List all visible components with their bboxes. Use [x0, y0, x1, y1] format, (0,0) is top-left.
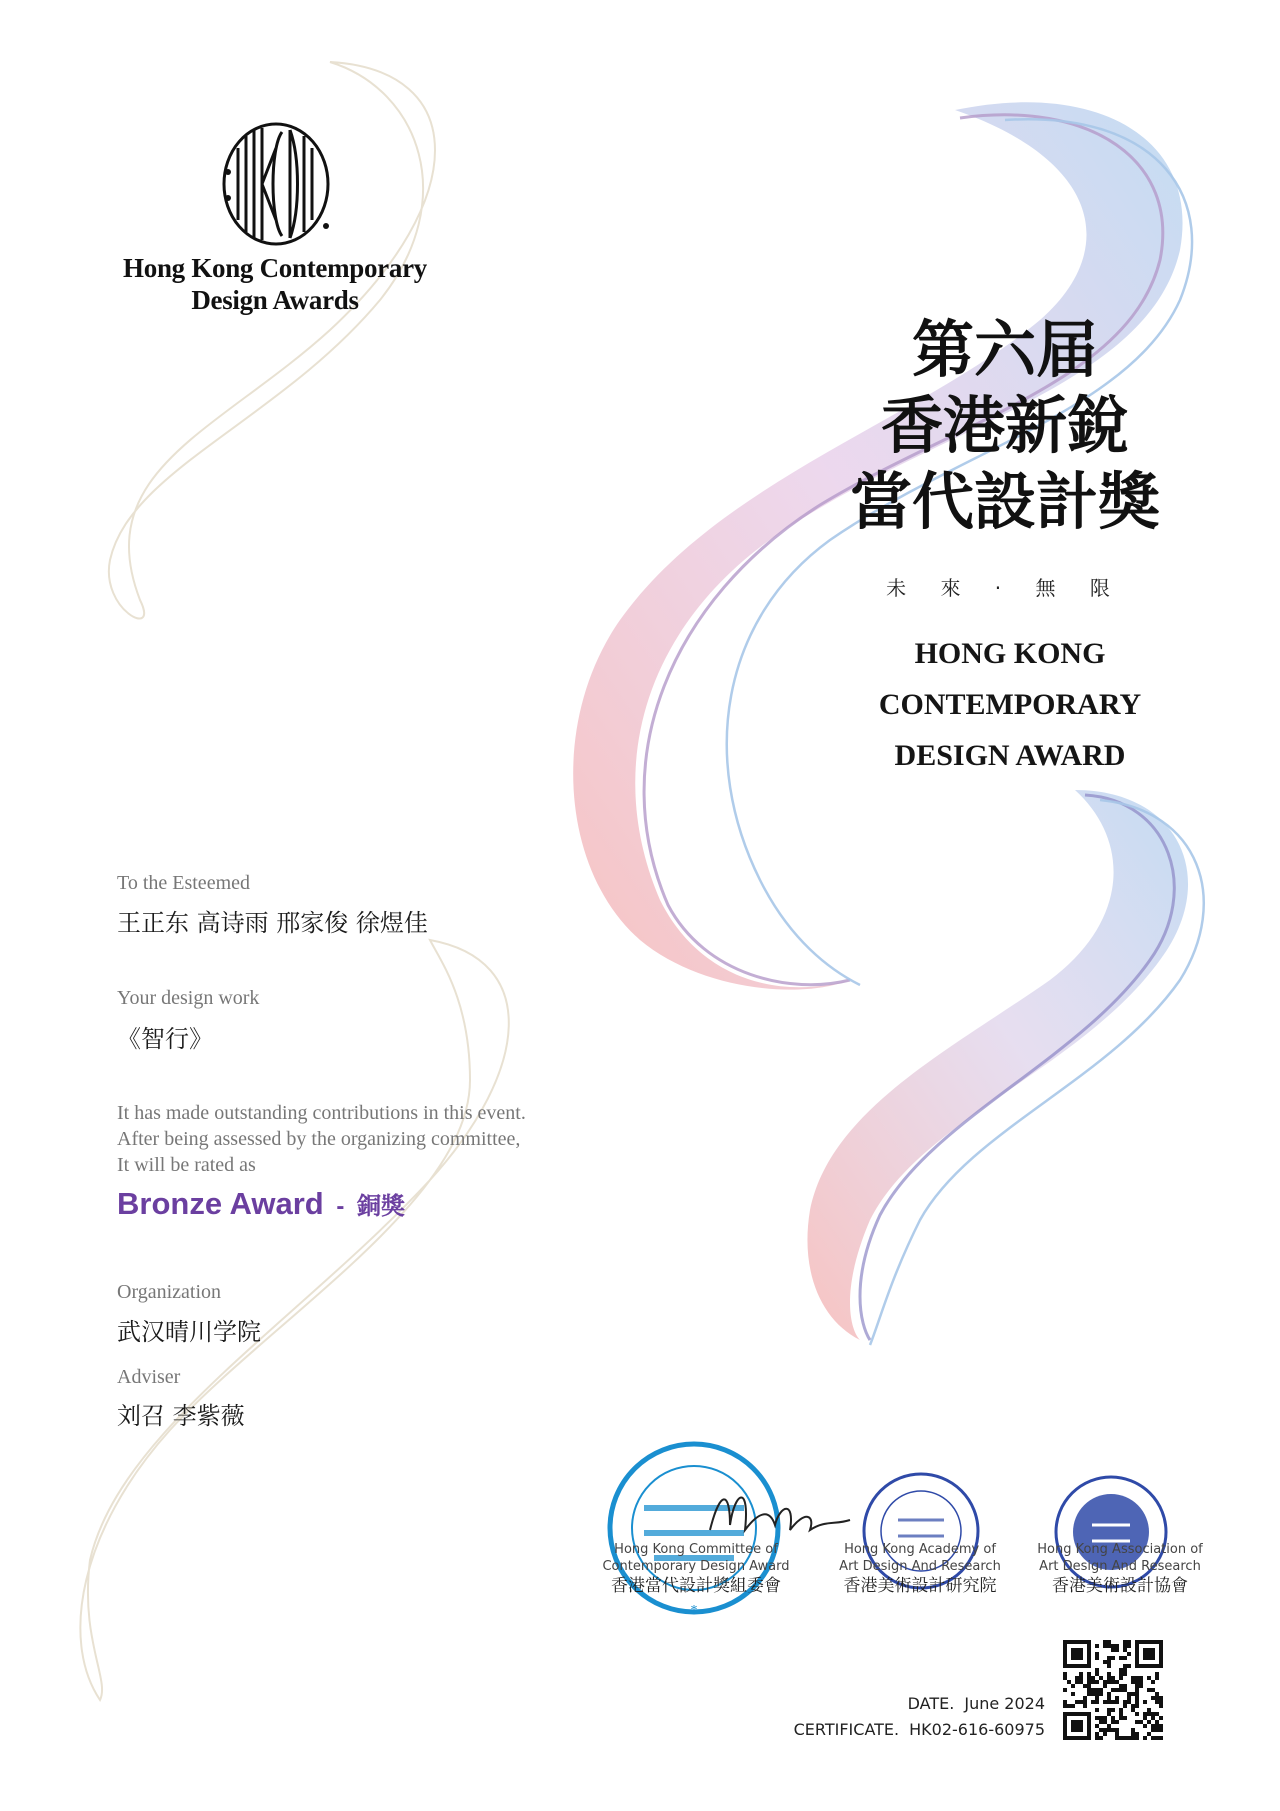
seal-3-en-line-1: Hong Kong Association of [1037, 1542, 1203, 1557]
certificate-value: HK02-616-60975 [909, 1720, 1045, 1739]
recipient-names: 王正东 高诗雨 邢家俊 徐煜佳 [117, 909, 428, 937]
qr-code [1063, 1640, 1163, 1740]
design-work-label: Your design work [117, 987, 260, 1009]
slogan: 未 來 · 無 限 [886, 576, 1124, 600]
award-level-en: Bronze Award [117, 1186, 324, 1221]
title-cn-line-1: 第六届 [911, 313, 1098, 386]
hkcda-logo-mark [216, 118, 336, 250]
organization-label: Organization [117, 1281, 222, 1303]
seal-1-en-line-2: Contemporary Design Award [602, 1559, 790, 1574]
adviser-label: Adviser [117, 1366, 181, 1388]
statement-line-2: After being assessed by the organizing committee, [117, 1128, 521, 1150]
issue-date [760, 1694, 1045, 1713]
title-en-line-3: DESIGN AWARD [894, 739, 1126, 772]
seal-1-en-line-1: Hong Kong Committee of [614, 1542, 778, 1557]
statement-line-3: It will be rated as [117, 1154, 256, 1176]
award-title-chinese [820, 312, 1190, 540]
statement-line-1: It has made outstanding contributions in this event. [117, 1102, 526, 1124]
date-label: DATE. [907, 1694, 955, 1713]
award-separator: - [336, 1193, 345, 1220]
seal-caption-committee [596, 1541, 796, 1597]
recipient-label: To the Esteemed [117, 872, 250, 894]
adviser-value: 刘召 李紫薇 [117, 1402, 245, 1430]
date-value: June 2024 [964, 1694, 1045, 1713]
seal-caption-association [1020, 1541, 1220, 1597]
title-en-line-1: HONG KONG [914, 637, 1106, 670]
title-en-line-2: CONTEMPORARY [878, 688, 1142, 721]
title-cn-line-3: 當代設計獎 [849, 465, 1160, 538]
logo-line-1: Hong Kong Contemporary [123, 253, 427, 283]
organization-value: 武汉晴川学院 [117, 1318, 261, 1346]
seal-2-en-line-1: Hong Kong Academy of [844, 1542, 996, 1557]
seal-2-cn: 香港美術設計研究院 [843, 1576, 997, 1596]
seal-1-cn: 香港當代設計獎組委會 [611, 1576, 781, 1596]
title-cn-line-2: 香港新銳 [880, 389, 1129, 462]
seal-3-cn: 香港美術設計協會 [1052, 1576, 1188, 1596]
logo-line-2: Design Awards [191, 285, 359, 315]
seal-2-en-line-2: Art Design And Research [839, 1559, 1001, 1574]
certificate-label: CERTIFICATE. [793, 1720, 900, 1739]
award-level [117, 1186, 405, 1222]
award-level-cn: 銅獎 [356, 1192, 405, 1220]
certificate-number [760, 1720, 1045, 1739]
svg-text:*: * [690, 1603, 698, 1618]
design-work-title: 《智行》 [117, 1025, 213, 1053]
logo-wordmark [100, 252, 450, 316]
award-title-english [840, 628, 1180, 781]
seal-3-en-line-2: Art Design And Research [1039, 1559, 1201, 1574]
seal-caption-academy [820, 1541, 1020, 1597]
assessment-statement [117, 1100, 526, 1178]
